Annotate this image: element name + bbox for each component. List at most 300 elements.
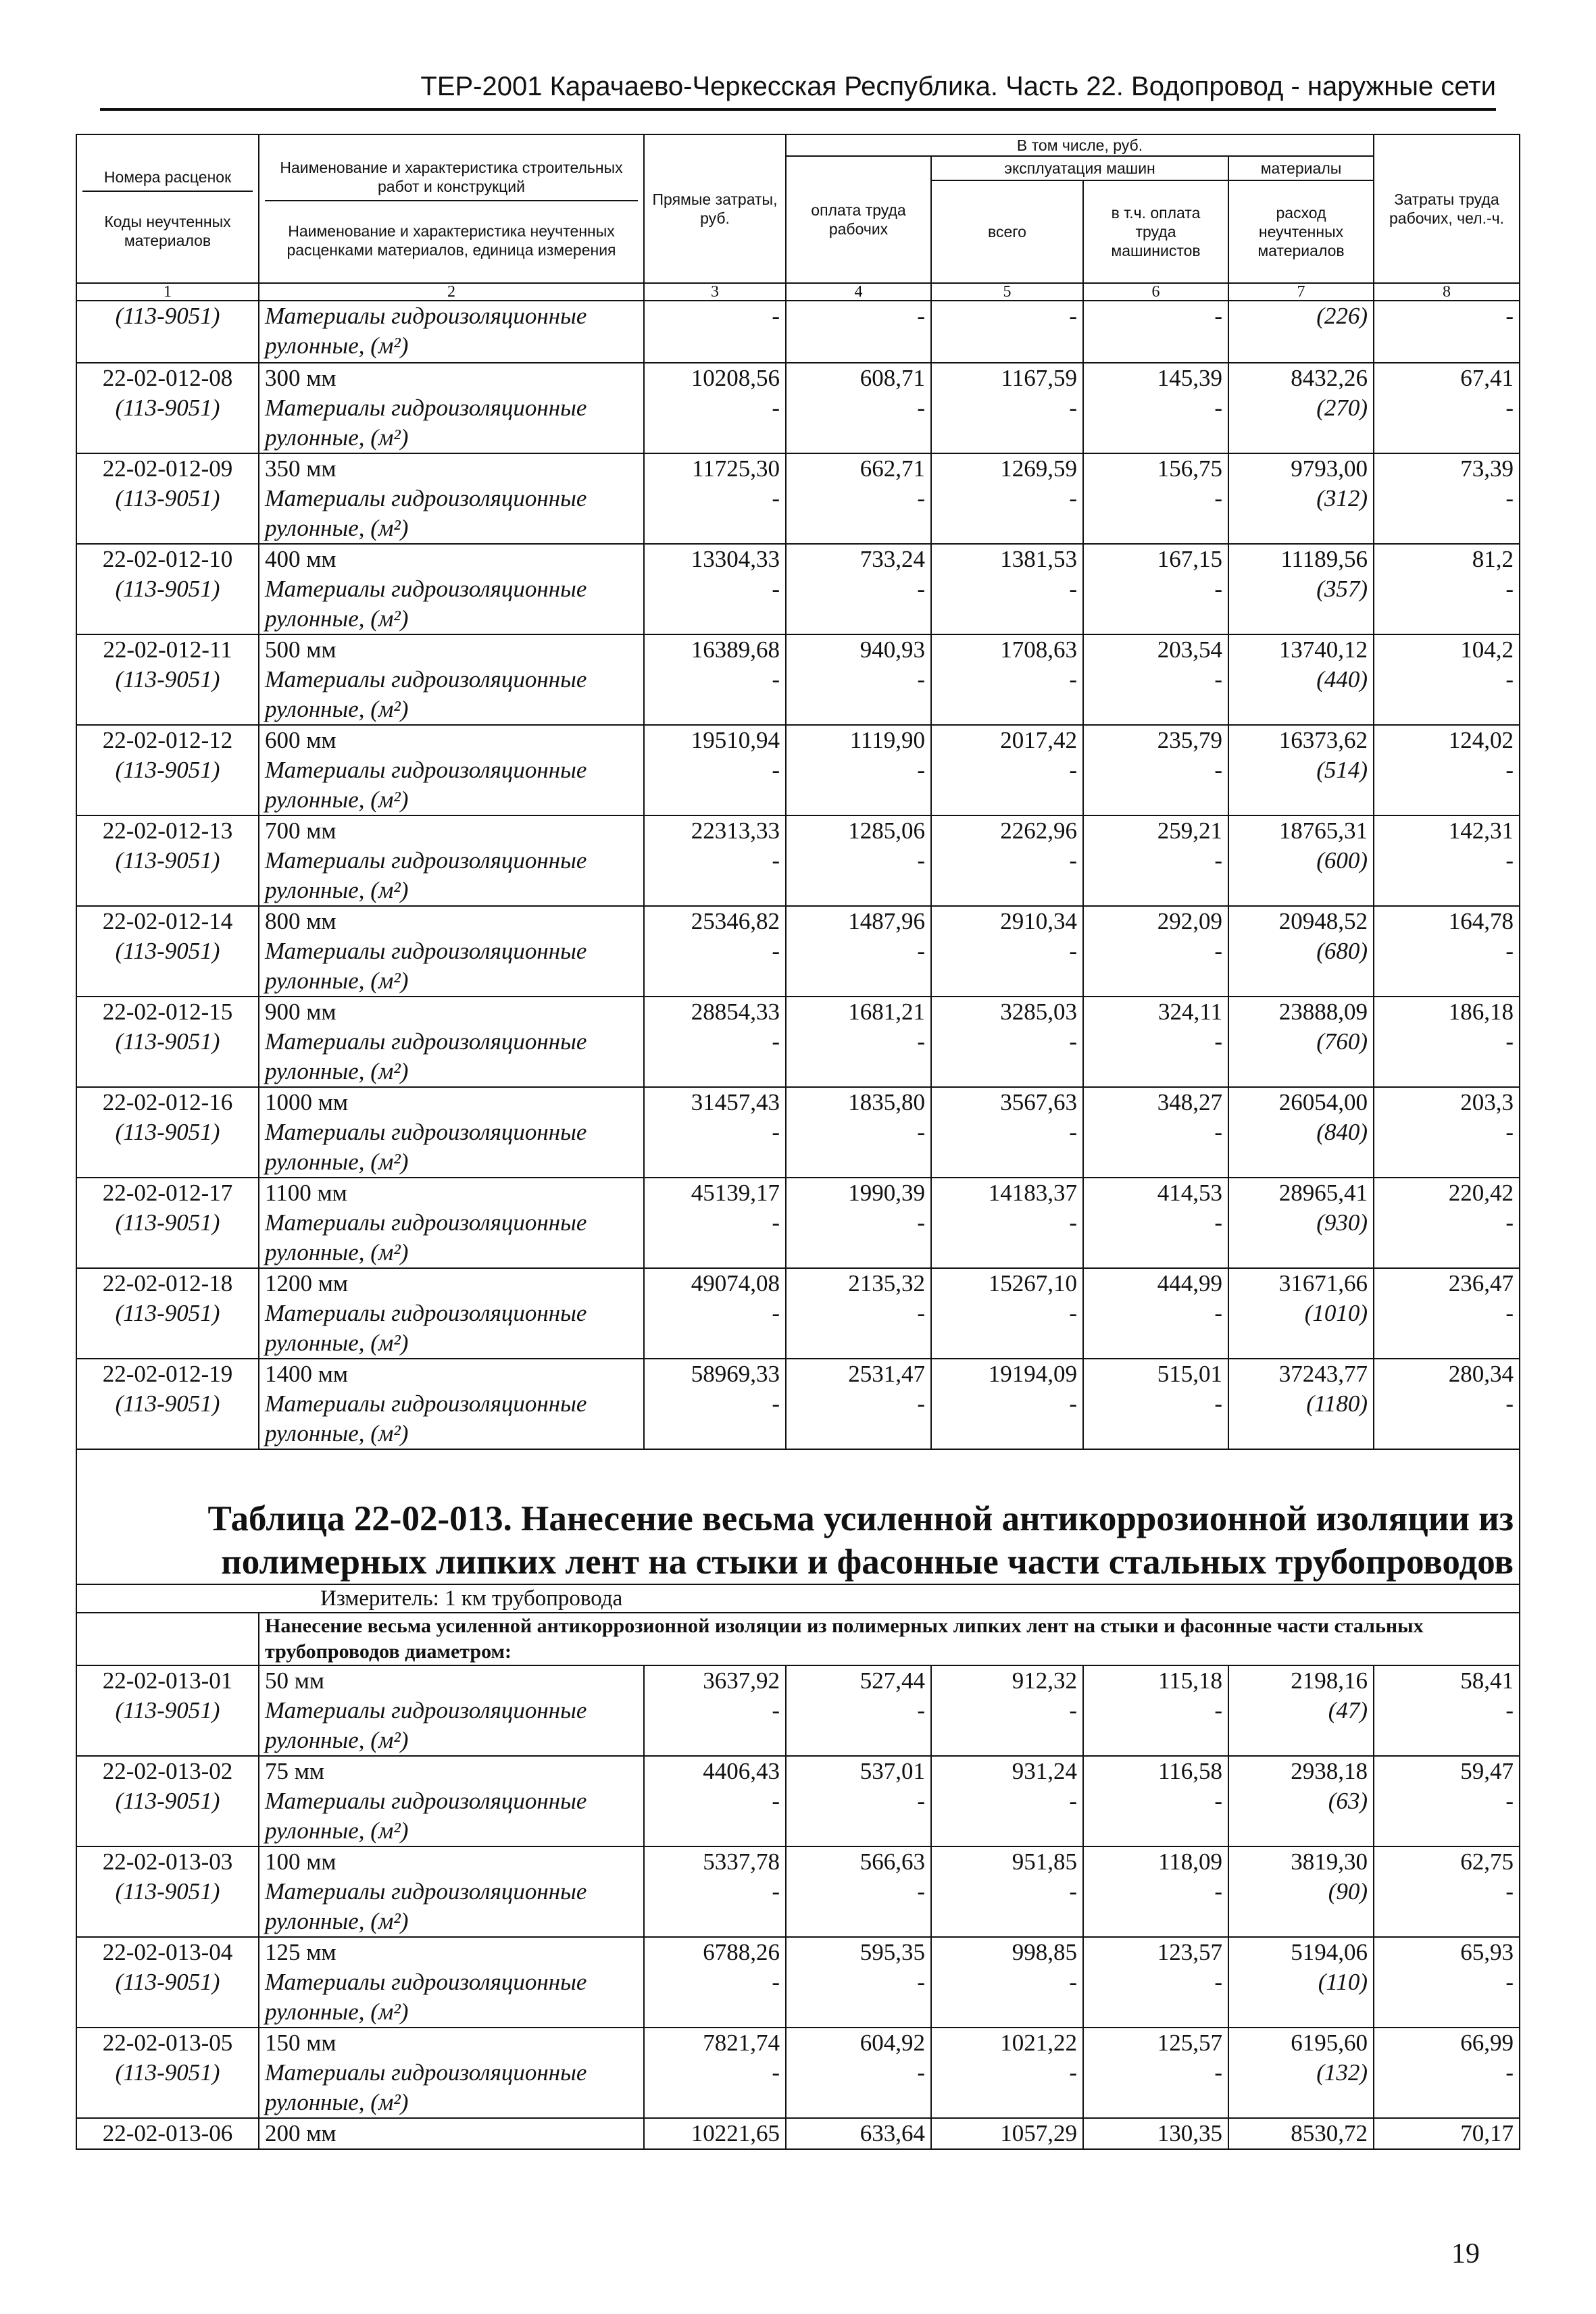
dash: - [1214,1697,1222,1724]
dash: - [1214,1969,1222,1995]
rate-number: 22-02-012-12 [102,727,233,753]
dash: - [917,1969,925,1995]
rate-name: 700 мм [265,818,336,844]
dash: - [1069,1788,1077,1814]
labor-hours: 67,41 [1460,365,1514,391]
operator-cost: 324,11 [1158,999,1222,1025]
operator-cost: 130,35 [1157,2120,1222,2146]
labor-hours: 236,47 [1448,1270,1514,1297]
labor-hours: 70,17 [1460,2120,1514,2146]
direct-cost: 7821,74 [703,2030,780,2056]
machine-cost: 19194,09 [988,1361,1077,1387]
dash: - [1505,1209,1514,1236]
operator-cost: 145,39 [1157,365,1222,391]
material-qty: (440) [1316,666,1368,693]
group-header: В том числе, руб. [786,134,1374,156]
material-qty: (47) [1328,1697,1368,1724]
labor-hours: 104,2 [1460,636,1514,663]
rate-name: 1200 мм [265,1270,349,1297]
labor-hours: 203,3 [1460,1089,1514,1115]
labor-cost: 608,71 [859,365,925,391]
table-row [76,301,1520,363]
labor-hours: 58,41 [1460,1667,1514,1694]
dash: - [772,938,780,964]
labor-cost: 940,93 [859,636,925,663]
material-name: Материалы гидроизоляционные рулонные, (м²) [265,1209,587,1265]
table-row [76,1756,1520,1846]
material-qty: (840) [1316,1119,1368,1145]
rate-name: 1400 мм [265,1361,349,1387]
table-row [76,1846,1520,1937]
col4-header: оплата труда рабочих [786,156,931,283]
labor-hours: 220,42 [1448,1180,1514,1206]
labor-cost: 527,44 [859,1667,925,1694]
intro-row [76,1613,1520,1665]
material-name: Материалы гидроизоляционные рулонные, (м²) [265,303,587,359]
dash: - [772,1209,780,1236]
material-name: Материалы гидроизоляционные рулонные, (м²) [265,1300,587,1356]
material-code: (113-9051) [115,1119,220,1145]
col3-header: Прямые затраты, руб. [644,134,786,283]
material-code: (113-9051) [115,485,220,511]
dash: - [1069,1969,1077,1995]
operator-cost: 123,57 [1157,1939,1222,1965]
material-name: Материалы гидроизоляционные рулонные, (м²) [265,2059,587,2115]
dash: - [1214,847,1222,874]
dash: - [917,1209,925,1236]
rate-name: 75 мм [265,1758,325,1784]
dash: - [1505,1028,1514,1055]
material-code: (113-9051) [115,303,220,329]
direct-cost: 58969,33 [691,1361,780,1387]
spacer-cell [76,1449,1520,1497]
dash: - [1505,847,1514,874]
material-qty: (930) [1316,1209,1368,1236]
table-title-row [76,1497,1520,1584]
operator-cost: 203,54 [1157,636,1222,663]
dash: - [1214,1209,1222,1236]
table-row [76,363,1520,453]
table-row [76,453,1520,544]
dash: - [1069,1697,1077,1724]
material-code: (113-9051) [115,1878,220,1905]
machine-cost: 2910,34 [1000,908,1077,934]
dash: - [1069,757,1077,783]
rate-number: 22-02-013-04 [102,1939,233,1965]
direct-cost: 5337,78 [703,1848,780,1875]
page-number: 19 [1451,2238,1480,2269]
direct-cost: 28854,33 [691,999,780,1025]
dash: - [1505,1878,1514,1905]
material-code: (113-9051) [115,666,220,693]
dash: - [1069,666,1077,693]
col-number: 5 [931,283,1083,301]
material-code: (113-9051) [115,1788,220,1814]
dash: - [917,1788,925,1814]
rate-name: 400 мм [265,546,336,572]
rate-name: 125 мм [265,1939,336,1965]
dash: - [772,1300,780,1326]
dash: - [917,1300,925,1326]
materials-cost: 2198,16 [1291,1667,1368,1694]
table-row [76,1359,1520,1449]
operator-cost: 125,57 [1157,2030,1222,2056]
labor-cost: 733,24 [859,546,925,572]
dash: - [917,1697,925,1724]
labor-hours: 280,34 [1448,1361,1514,1387]
table-row [76,544,1520,634]
labor-hours: - [1505,303,1514,329]
table-row [76,1937,1520,2028]
operator-cost: 515,01 [1157,1361,1222,1387]
dash: - [1214,576,1222,602]
material-code: (113-9051) [115,1028,220,1055]
machine-cost: - [1069,303,1077,329]
material-name: Материалы гидроизоляционные рулонные, (м²) [265,1969,587,2025]
operator-cost: 156,75 [1157,455,1222,482]
col1-header-top: Номера расценок [82,168,253,192]
materials-cost: 28965,41 [1278,1180,1368,1206]
dash: - [1069,1209,1077,1236]
direct-cost: 11725,30 [692,455,780,482]
table-row [76,1268,1520,1359]
dash: - [917,485,925,511]
col-number: 3 [644,283,786,301]
labor-cost: 1681,21 [848,999,925,1025]
operator-cost: - [1214,303,1222,329]
operator-cost: 444,99 [1157,1270,1222,1297]
material-code: (113-9051) [115,757,220,783]
rate-number: 22-02-012-17 [102,1180,233,1206]
labor-cost: 1990,39 [848,1180,925,1206]
dash: - [772,1390,780,1417]
material-name: Материалы гидроизоляционные рулонные, (м²) [265,938,587,994]
dash: - [1505,485,1514,511]
col-number: 8 [1374,283,1520,301]
labor-cost: 2135,32 [848,1270,925,1297]
material-qty: (110) [1318,1969,1368,1995]
dash: - [917,847,925,874]
material-name: Материалы гидроизоляционные рулонные, (м²) [265,1788,587,1844]
direct-cost: 13304,33 [691,546,780,572]
dash: - [1069,395,1077,421]
rate-name: 1000 мм [265,1089,349,1115]
materials-header: материалы [1228,156,1374,180]
direct-cost: 16389,68 [691,636,780,663]
dash: - [1505,1697,1514,1724]
dash: - [772,1028,780,1055]
rate-number: 22-02-012-10 [102,546,233,572]
dash: - [1214,485,1222,511]
labor-hours: 186,18 [1448,999,1514,1025]
rate-number: 22-02-013-02 [102,1758,233,1784]
dash: - [917,757,925,783]
material-name: Материалы гидроизоляционные рулонные, (м²) [265,1878,587,1934]
dash: - [917,938,925,964]
direct-cost: - [772,303,780,329]
labor-hours: 81,2 [1472,546,1514,572]
dash: - [917,666,925,693]
dash: - [1505,1969,1514,1995]
dash: - [1505,395,1514,421]
table-spacer [76,1449,1520,1497]
rate-number: 22-02-013-05 [102,2030,233,2056]
material-qty: (90) [1328,1878,1368,1905]
rate-number: 22-02-013-01 [102,1667,233,1694]
materials-cost: 13740,12 [1278,636,1368,663]
col-number: 7 [1228,283,1374,301]
table-row [76,2118,1520,2149]
meter-row [76,1584,1520,1613]
col1-header-bottom: Коды неучтенных материалов [104,213,231,249]
machine-cost: 951,85 [1012,1848,1077,1875]
dash: - [1505,1788,1514,1814]
dash: - [1214,1300,1222,1326]
dash: - [1214,938,1222,964]
labor-hours: 62,75 [1460,1848,1514,1875]
dash: - [1214,1878,1222,1905]
dash: - [772,1697,780,1724]
material-code: (113-9051) [115,1209,220,1236]
table-title: Таблица 22-02-013. Нанесение весьма усиленной антикоррозионной изоляции из полимерных липких лент на стыки и фасонные части стальных трубопроводов [76,1497,1520,1584]
operator-cost: 115,18 [1158,1667,1222,1694]
table-row [76,906,1520,997]
direct-cost: 22313,33 [691,818,780,844]
dash: - [917,576,925,602]
dash: - [1505,2059,1514,2086]
material-name: Материалы гидроизоляционные рулонные, (м²) [265,847,587,903]
material-code: (113-9051) [115,1390,220,1417]
rate-number: 22-02-013-03 [102,1848,233,1875]
rate-name: 600 мм [265,727,336,753]
col-number: 2 [259,283,644,301]
operator-cost: 235,79 [1157,727,1222,753]
rate-name: 500 мм [265,636,336,663]
material-code: (113-9051) [115,2059,220,2086]
labor-hours: 142,31 [1448,818,1514,844]
rate-number: 22-02-012-11 [103,636,232,663]
materials-cost: 3819,30 [1291,1848,1368,1875]
dash: - [917,1028,925,1055]
rate-number: 22-02-012-13 [102,818,233,844]
dash: - [917,395,925,421]
dash: - [772,485,780,511]
operator-cost: 348,27 [1157,1089,1222,1115]
dash: - [917,1119,925,1145]
labor-cost: 566,63 [859,1848,925,1875]
machine-cost: 1167,59 [1001,365,1077,391]
rates-table [76,134,1520,2150]
material-code: (113-9051) [115,1300,220,1326]
materials-cost: 11189,56 [1280,546,1368,572]
machine-cost: 2017,42 [1000,727,1077,753]
labor-cost: 604,92 [859,2030,925,2056]
materials-cost: 16373,62 [1278,727,1368,753]
dash: - [1214,757,1222,783]
machine-cost: 14183,37 [988,1180,1077,1206]
rate-name: 900 мм [265,999,336,1025]
table-row [76,725,1520,815]
labor-cost: 537,01 [859,1758,925,1784]
labor-hours: 73,39 [1460,455,1514,482]
machine-cost: 15267,10 [988,1270,1077,1297]
direct-cost: 25346,82 [691,908,780,934]
materials-cost: 8432,26 [1291,365,1368,391]
col8-header: Затраты труда рабочих, чел.-ч. [1374,134,1520,283]
dash: - [1069,485,1077,511]
col-number: 4 [786,283,931,301]
machine-cost: 1381,53 [1000,546,1077,572]
dash: - [1069,2059,1077,2086]
direct-cost: 4406,43 [703,1758,780,1784]
material-code: (113-9051) [115,1969,220,1995]
table-row [76,1087,1520,1178]
materials-cost: 8530,72 [1291,2120,1368,2146]
operator-cost: 414,53 [1157,1180,1222,1206]
machine-cost: 1057,29 [1000,2120,1077,2146]
rate-number: 22-02-012-19 [102,1361,233,1387]
material-code: (113-9051) [115,1697,220,1724]
dash: - [1214,1390,1222,1417]
rate-number: 22-02-012-15 [102,999,233,1025]
direct-cost: 10208,56 [691,365,780,391]
material-qty: (1180) [1306,1390,1368,1417]
labor-cost: 1119,90 [849,727,925,753]
direct-cost: 45139,17 [691,1180,780,1206]
col7-header: расход неучтенных материалов [1228,180,1374,283]
table-row [76,1665,1520,1756]
col2-header [259,134,644,283]
col-number: 6 [1083,283,1228,301]
machines-header: эксплуатация машин [931,156,1228,180]
materials-cost: 6195,60 [1291,2030,1368,2056]
materials-cost: 18765,31 [1278,818,1368,844]
dash: - [1069,576,1077,602]
dash: - [772,576,780,602]
dash: - [1505,757,1514,783]
dash: - [1505,1390,1514,1417]
meter-text: Измеритель: 1 км трубопровода [76,1584,1520,1613]
materials-cost: 23888,09 [1278,999,1368,1025]
dash: - [917,1878,925,1905]
material-qty: (600) [1316,847,1368,874]
direct-cost: 6788,26 [703,1939,780,1965]
machine-cost: 931,24 [1012,1758,1077,1784]
material-name: Материалы гидроизоляционные рулонные, (м²) [265,666,587,722]
dash: - [772,1788,780,1814]
operator-cost: 116,58 [1158,1758,1222,1784]
materials-cost: 20948,52 [1278,908,1368,934]
materials-cost: 26054,00 [1278,1089,1368,1115]
machine-cost: 3285,03 [1000,999,1077,1025]
table-row [76,1178,1520,1268]
dash: - [1069,1390,1077,1417]
direct-cost: 3637,92 [703,1667,780,1694]
direct-cost: 31457,43 [691,1089,780,1115]
dash: - [1214,666,1222,693]
material-name: Материалы гидроизоляционные рулонные, (м²) [265,576,587,632]
material-name: Материалы гидроизоляционные рулонные, (м²) [265,485,587,541]
rate-name: 150 мм [265,2030,336,2056]
dash: - [1214,2059,1222,2086]
rate-number: 22-02-013-06 [102,2120,233,2146]
machine-cost: 1708,63 [1000,636,1077,663]
labor-hours: 164,78 [1448,908,1514,934]
dash: - [1505,1119,1514,1145]
machine-cost: 2262,96 [1000,818,1077,844]
material-qty: (63) [1328,1788,1368,1814]
labor-cost: 662,71 [859,455,925,482]
dash: - [1505,576,1514,602]
operator-cost: 167,15 [1157,546,1222,572]
operator-cost: 259,21 [1157,818,1222,844]
machine-cost: 3567,63 [1000,1089,1077,1115]
dash: - [1214,1119,1222,1145]
material-qty: (514) [1316,757,1368,783]
material-name: Материалы гидроизоляционные рулонные, (м²) [265,1028,587,1084]
dash: - [1069,938,1077,964]
material-qty: (226) [1316,303,1368,329]
rate-name: 800 мм [265,908,336,934]
table-row [76,2028,1520,2118]
dash: - [1505,1300,1514,1326]
dash: - [1069,1028,1077,1055]
col5-header: всего [931,180,1083,283]
machine-cost: 1021,22 [1000,2030,1077,2056]
dash: - [1069,847,1077,874]
rate-name: 300 мм [265,365,336,391]
dash: - [1214,1028,1222,1055]
dash: - [772,1878,780,1905]
table-row [76,997,1520,1087]
materials-cost: 2938,18 [1291,1758,1368,1784]
labor-cost: 1487,96 [848,908,925,934]
rate-name: 200 мм [265,2120,336,2146]
dash: - [772,2059,780,2086]
material-name: Материалы гидроизоляционные рулонные, (м²) [265,1119,587,1175]
materials-cost: 9793,00 [1291,455,1368,482]
labor-cost: 1285,06 [848,818,925,844]
material-name: Материалы гидроизоляционные рулонные, (м²) [265,1390,587,1447]
dash: - [1069,1119,1077,1145]
header-rule [100,108,1496,111]
materials-cost: 31671,66 [1278,1270,1368,1297]
rate-number: 22-02-012-09 [102,455,233,482]
direct-cost: 10221,65 [691,2120,780,2146]
dash: - [772,1119,780,1145]
material-qty: (680) [1316,938,1368,964]
col2-header-top: Наименование и характеристика строительных работ и конструкций [265,158,638,201]
material-qty: (270) [1316,395,1368,421]
labor-hours: 124,02 [1448,727,1514,753]
labor-hours: 65,93 [1460,1939,1514,1965]
table-row [76,815,1520,906]
dash: - [772,757,780,783]
table-row [76,634,1520,725]
intro-blank [76,1613,259,1665]
rate-name: 50 мм [265,1667,325,1694]
rate-number: 22-02-012-14 [102,908,233,934]
dash: - [1505,666,1514,693]
rate-number: 22-02-012-08 [102,365,233,391]
material-name: Материалы гидроизоляционные рулонные, (м²) [265,1697,587,1753]
rate-name: 1100 мм [265,1180,347,1206]
col-number: 1 [76,283,259,301]
labor-cost: 595,35 [859,1939,925,1965]
material-code: (113-9051) [115,847,220,874]
labor-hours: 66,99 [1460,2030,1514,2056]
dash: - [917,1390,925,1417]
